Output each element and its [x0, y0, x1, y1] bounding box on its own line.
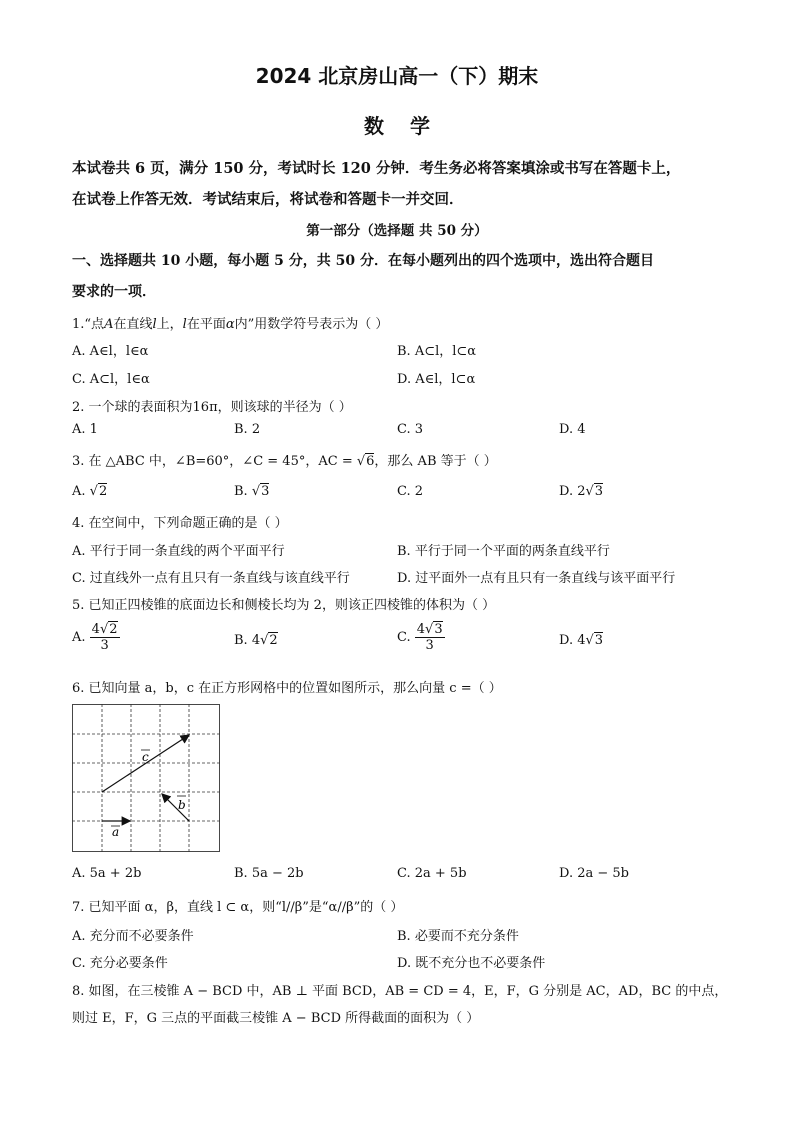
question-5-option-d: D. 4√3: [559, 633, 604, 648]
question-4-option-a: A. 平行于同一条直线的两个平面平行: [72, 544, 285, 559]
question-5-option-b: B. 4√2: [234, 633, 278, 648]
section-heading-line-2: 要求的一项．: [72, 284, 156, 300]
question-8-line-1: 8. 如图，在三棱锥 A − BCD 中，AB ⊥ 平面 BCD，AB = CD = 4，E，F，G 分别是 AC，AD，BC 的中点，: [72, 984, 728, 999]
question-3-option-a: A. √2: [72, 484, 108, 499]
question-1-option-c: C. A⊂l，l∈α: [72, 372, 150, 387]
question-2-option-d: D. 4: [559, 422, 586, 437]
question-8-line-2: 则过 E，F，G 三点的平面截三棱锥 A − BCD 所得截面的面积为（ ）: [72, 1011, 480, 1026]
question-4-option-c: C. 过直线外一点有且只有一条直线与该直线平行: [72, 571, 350, 586]
question-2-option-c: C. 3: [397, 422, 424, 437]
question-1-option-b: B. A⊂l，l⊂α: [397, 344, 477, 359]
question-7-option-a: A. 充分而不必要条件: [72, 929, 194, 944]
question-7-option-c: C. 充分必要条件: [72, 956, 168, 971]
question-7-option-b: B. 必要而不充分条件: [397, 929, 519, 944]
instructions-line-2: 在试卷上作答无效．考试结束后，将试卷和答题卡一并交回．: [72, 191, 464, 208]
question-2-option-a: A. 1: [72, 422, 98, 437]
vector-b-label: b: [178, 798, 186, 812]
subject-title: 数学: [364, 114, 456, 138]
section-heading-line-1: 一、选择题共 10 小题，每小题 5 分，共 50 分．在每小题列出的四个选项中，选出符合题目: [72, 253, 654, 269]
question-4-stem: 4. 在空间中，下列命题正确的是（ ）: [72, 516, 288, 531]
grid-border: [73, 705, 220, 852]
question-5-option-c: C. $\frac{4√3}{3}$: [397, 622, 443, 653]
question-6-option-a: A. 5a + 2b: [72, 866, 142, 881]
vector-c-label: c: [142, 750, 149, 764]
question-3-option-b: B. √3: [234, 484, 270, 499]
question-7-option-d: D. 既不充分也不必要条件: [397, 956, 546, 971]
vector-grid-figure: [72, 704, 222, 854]
page-title: 2024 北京房山高一（下）期末: [255, 64, 539, 88]
grid-lines: [72, 704, 220, 852]
question-6-option-b: B. 5a − 2b: [234, 866, 304, 881]
question-5-option-a: A. $\frac{4√2}{3}$: [72, 622, 118, 653]
question-7-stem: 7. 已知平面 α，β，直线 l ⊂ α，则“l//β”是“α//β”的（ ）: [72, 900, 404, 915]
question-3-option-c: C. 2: [397, 484, 424, 499]
question-3-stem: 3. 在 △ABC 中，∠B=60°，∠C = 45°，AC = √6，那么 AB 等于（ ）: [72, 454, 497, 469]
question-1-option-a: A. A∈l，l∈α: [72, 344, 149, 359]
part-title: 第一部分（选择题 共 50 分）: [306, 223, 488, 239]
question-6-stem: 6. 已知向量 a，b，c 在正方形网格中的位置如图所示，那么向量 c =（ ）: [72, 681, 502, 696]
question-6-option-d: D. 2a − 5b: [559, 866, 629, 881]
question-6-option-c: C. 2a + 5b: [397, 866, 467, 881]
question-4-option-b: B. 平行于同一个平面的两条直线平行: [397, 544, 610, 559]
question-4-option-d: D. 过平面外一点有且只有一条直线与该平面平行: [397, 571, 676, 586]
question-1-stem: 1.“点A在直线l上，l在平面α内”用数学符号表示为（ ）: [72, 317, 389, 332]
question-3-option-d: D. 2√3: [559, 484, 604, 499]
question-2-stem: 2. 一个球的表面积为16π，则该球的半径为（ ）: [72, 400, 352, 415]
question-5-stem: 5. 已知正四棱锥的底面边长和侧棱长均为 2，则该正四棱锥的体积为（ ）: [72, 598, 496, 613]
question-2-option-b: B. 2: [234, 422, 261, 437]
question-1-option-d: D. A∈l，l⊂α: [397, 372, 476, 387]
vector-a-label: a: [112, 825, 120, 839]
instructions-line-1: 本试卷共 6 页，满分 150 分，考试时长 120 分钟．考生务必将答案填涂或书写在答题卡上，: [72, 160, 681, 177]
